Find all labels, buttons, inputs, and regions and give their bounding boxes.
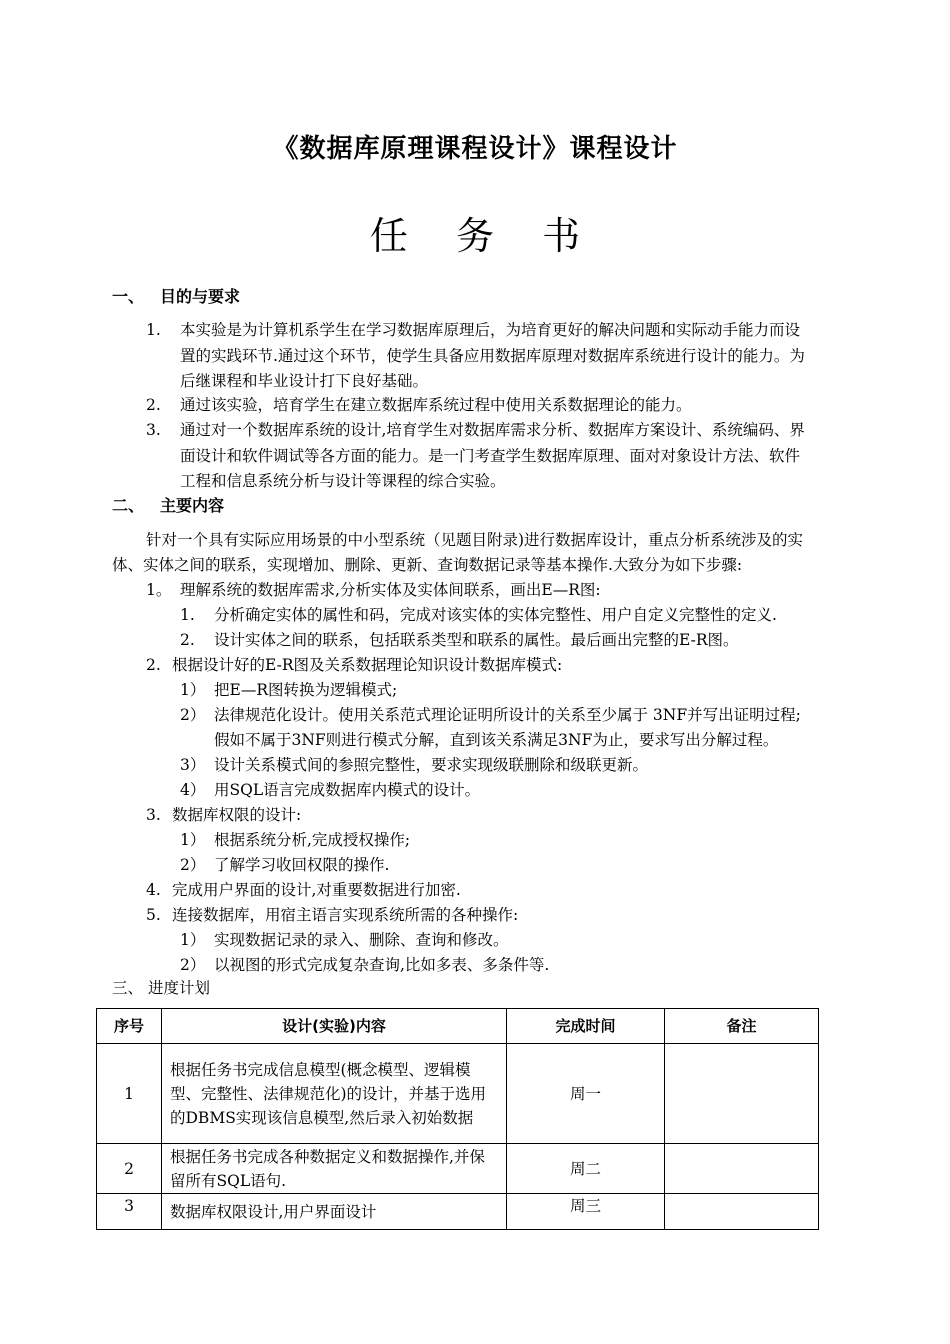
row1-note: [665, 1044, 819, 1144]
schedule-table: [96, 1008, 819, 1230]
section2-title: 主要内容: [160, 496, 225, 515]
s2-step1-sub2-line1: 设计实体之间的联系，包括联系类型和联系的属性。最后画出完整的E-R图。: [214, 631, 739, 649]
row3-content: 数据库权限设计,用户界面设计: [162, 1194, 507, 1230]
s2-intro-line2: 体、实体之间的联系，实现增加、删除、更新、查询数据记录等基本操作.大致分为如下步骤:: [112, 556, 743, 574]
s2-step5-number: 5.: [146, 906, 161, 924]
s1-item2-line1: 通过该实验，培育学生在建立数据库系统过程中使用关系数据理论的能力。: [180, 396, 692, 414]
s2-step1-sub2-number: 2.: [180, 631, 195, 649]
header-no: 序号: [97, 1009, 162, 1044]
s2-step1-sub1-line1: 分析确定实体的属性和码，完成对该实体的实体完整性、用户自定义完整性的定义.: [214, 606, 777, 624]
s1-item3-line3: 工程和信息系统分析与设计等课程的综合实验。: [180, 472, 506, 490]
s2-step2-sub2-number: 2）: [180, 706, 206, 724]
table-header-row: [97, 1009, 819, 1044]
s2-step2-sub3-line1: 设计关系模式间的参照完整性，要求实现级联删除和级联更新。: [214, 756, 649, 774]
s2-step2-sub4-line1: 用SQL语言完成数据库内模式的设计。: [214, 781, 481, 799]
s2-step2-sub2-line1: 法律规范化设计。使用关系范式理论证明所设计的关系至少属于 3NF并写出证明过程;: [214, 706, 801, 724]
s1-item1-number: 1.: [146, 321, 161, 339]
s1-item1-line1: 本实验是为计算机系学生在学习数据库原理后，为培育更好的解决问题和实际动手能力而设: [180, 321, 801, 339]
s2-step5-sub1-line1: 实现数据记录的录入、删除、查询和修改。: [214, 931, 509, 949]
row3-time: 周三: [507, 1194, 665, 1230]
s2-step1-sub1-number: 1.: [180, 606, 195, 624]
row1-content: 根据任务书完成信息模型(概念模型、逻辑模型、完整性、法律规范化)的设计，并基于选用的DBMS实现该信息模型,然后录入初始数据: [162, 1044, 507, 1144]
s2-step5-text: 连接数据库，用宿主语言实现系统所需的各种操作:: [172, 906, 519, 924]
s2-step3-sub2-line1: 了解学习收回权限的操作.: [214, 856, 390, 874]
s2-step2-sub1-number: 1）: [180, 681, 206, 699]
header-time: 完成时间: [507, 1009, 665, 1044]
table-row: [97, 1194, 819, 1230]
s2-step2-number: 2.: [146, 656, 161, 674]
section1-heading: [112, 286, 240, 308]
s2-step2-text: 根据设计好的E-R图及关系数据理论知识设计数据库模式:: [172, 656, 563, 674]
s2-step3-sub1-line1: 根据系统分析,完成授权操作;: [214, 831, 411, 849]
row1-no: 1: [97, 1044, 162, 1144]
s2-step5-sub2-number: 2）: [180, 956, 206, 974]
s2-step4-number: 4.: [146, 881, 161, 899]
s2-step1-text: 理解系统的数据库需求,分析实体及实体间联系，画出E—R图:: [180, 581, 601, 599]
s2-step3-text: 数据库权限的设计:: [172, 806, 302, 824]
s2-step3-sub2-number: 2）: [180, 856, 206, 874]
table-row: [97, 1044, 819, 1144]
row2-note: [665, 1144, 819, 1194]
row2-content: 根据任务书完成各种数据定义和数据操作,并保留所有SQL语句.: [162, 1144, 507, 1194]
section2-heading: [112, 495, 224, 517]
section1-title: 目的与要求: [160, 287, 241, 306]
s1-item2-number: 2.: [146, 396, 161, 414]
s2-step3-sub1-number: 1）: [180, 831, 206, 849]
s2-step3-number: 3.: [146, 806, 161, 824]
s1-item3-line1: 通过对一个数据库系统的设计,培育学生对数据库需求分析、数据库方案设计、系统编码、界: [180, 421, 805, 439]
s1-item1-line3: 后继课程和毕业设计打下良好基础。: [180, 372, 429, 390]
s2-step4-text: 完成用户界面的设计,对重要数据进行加密.: [172, 881, 461, 899]
s2-step5-sub2-line1: 以视图的形式完成复杂查询,比如多表、多条件等.: [214, 956, 550, 974]
s2-step2-sub1-line1: 把E—R图转换为逻辑模式;: [214, 681, 398, 699]
document-title: 《数据库原理课程设计》课程设计: [272, 134, 678, 164]
s2-step2-sub3-number: 3）: [180, 756, 206, 774]
s1-item3-number: 3.: [146, 421, 161, 439]
s1-item1-line2: 置的实践环节.通过这个环节，使学生具备应用数据库原理对数据库系统进行设计的能力。为: [180, 347, 805, 365]
table-row: [97, 1144, 819, 1194]
section3-heading: [112, 978, 210, 998]
section1-number: 一、: [112, 287, 145, 306]
s2-step2-sub2-line2: 假如不属于3NF则进行模式分解，直到该关系满足3NF为止，要求写出分解过程。: [214, 731, 779, 749]
s2-step2-sub4-number: 4）: [180, 781, 206, 799]
document-subtitle: 任 务 书: [369, 214, 599, 258]
row2-time: 周二: [507, 1144, 665, 1194]
s1-item3-line2: 面设计和软件调试等各方面的能力。是一门考查学生数据库原理、面对对象设计方法、软件: [180, 447, 801, 465]
header-content: 设计(实验)内容: [162, 1009, 507, 1044]
row3-note: [665, 1194, 819, 1230]
s2-intro-line1: 针对一个具有实际应用场景的中小型系统（见题目附录)进行数据库设计，重点分析系统涉及的实: [146, 531, 804, 549]
section3-number: 三、: [112, 979, 144, 997]
section3-title: 进度计划: [148, 979, 211, 997]
section2-number: 二、: [112, 496, 145, 515]
row3-no: 3: [97, 1194, 162, 1230]
row1-time: 周一: [507, 1044, 665, 1144]
row2-no: 2: [97, 1144, 162, 1194]
header-note: 备注: [665, 1009, 819, 1044]
s2-step1-number: 1。: [146, 581, 172, 599]
s2-step5-sub1-number: 1）: [180, 931, 206, 949]
